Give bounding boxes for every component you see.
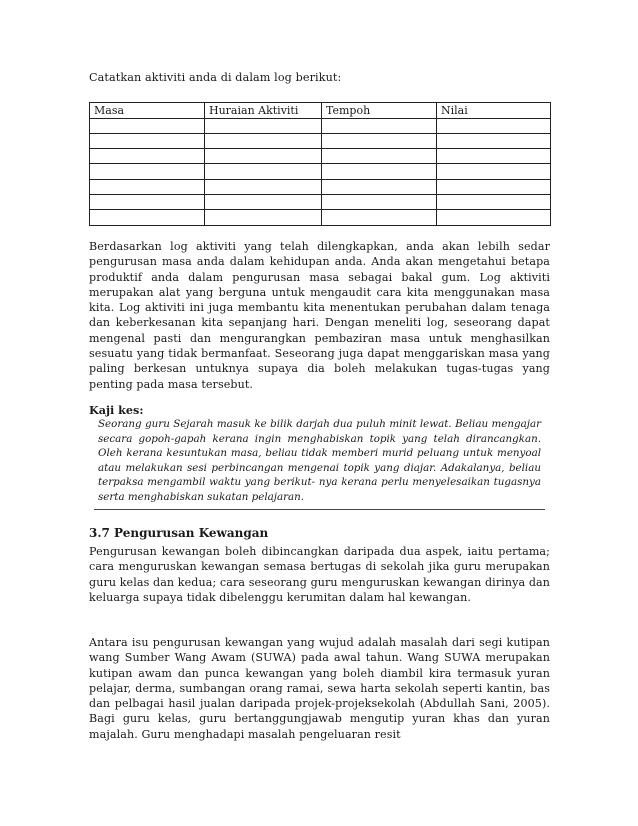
table-row	[90, 164, 551, 179]
table-row	[90, 179, 551, 194]
table-row	[90, 133, 551, 148]
section-heading: 3.7 Pengurusan Kewangan	[89, 526, 269, 540]
section-paragraph-1: Pengurusan kewangan boleh dibincangkan daripada dua aspek, iaitu pertama; cara menguruskan kewangan semasa bertugas di sekolah jika guru merupakan guru kelas dan kedua; cara seseorang guru menguruskan kewangan dirinya dan keluarga supaya tidak dibelenggu kerumitan dalam hal kewangan.	[89, 545, 550, 604]
column-header-tempoh: Tempoh	[322, 103, 437, 119]
table-header-row	[90, 103, 551, 119]
case-study-box: Seorang guru Sejarah masuk ke bilik darjah dua puluh minit lewat. Beliau mengajar secara gopoh-gapah kerana ingin menghabiskan topik yang telah dirancangkan. Oleh kerana kesuntukan masa, beliau tidak memberi murid peluang untuk menyoal atau melakukan sesi perbincangan mengenai topik yang diajar. Adakalanya, beliau terpaksa mengambil waktu yang berikut- nya kerana perlu menyelesaikan tugasnya serta menghabiskan sukatan pelajaran.	[94, 417, 545, 510]
table-row	[90, 149, 551, 164]
section-paragraph-2: Antara isu pengurusan kewangan yang wujud adalah masalah dari segi kutipan wang Sumber Wang Awam (SUWA) pada awal tahun. Wang SUWA merupakan kutipan awam dan punca kewangan yang boleh diambil kira termasuk yuran pelajar, derma, sumbangan orang ramai, sewa harta sekolah seperti kantin, bas dan pelbagai hasil jualan daripada projek-projeksekolah (Abdullah Sani, 2005). Bagi guru kelas, guru bertanggungjawab mengutip yuran khas dan yuran majalah. Guru menghadapi masalah pengeluaran resit	[89, 636, 550, 741]
activity-log-table	[89, 102, 551, 226]
table-row	[90, 210, 551, 225]
log-instruction: Catatkan aktiviti anda di dalam log berikut:	[89, 71, 342, 84]
column-header-huraian: Huraian Aktiviti	[205, 103, 322, 119]
table-row	[90, 118, 551, 133]
log-explanation-paragraph: Berdasarkan log aktiviti yang telah dilengkapkan, anda akan lebilh sedar pengurusan masa anda dalam kehidupan anda. Anda akan mengetahui betapa produktif anda dalam pengurusan masa sebagai bakal gum. Log aktiviti merupakan alat yang berguna untuk mengaudit cara kita menggunakan masa kita. Log aktiviti ini juga membantu kita menentukan perubahan dalam tenaga dan keberkesanan kita sepanjang hari. Dengan meneliti log, seseorang dapat mengenal pasti dan mengurangkan pembaziran masa untuk menghasilkan sesuatu yang tidak bermanfaat. Seseorang juga dapat menggariskan masa yang paling berkesan untuknya supaya dia boleh melakukan tugas-tugas yang penting pada masa tersebut.	[89, 240, 550, 391]
case-study-title: Kaji kes:	[89, 403, 144, 417]
table-row	[90, 194, 551, 209]
column-header-masa: Masa	[90, 103, 205, 119]
column-header-nilai: Nilai	[437, 103, 551, 119]
